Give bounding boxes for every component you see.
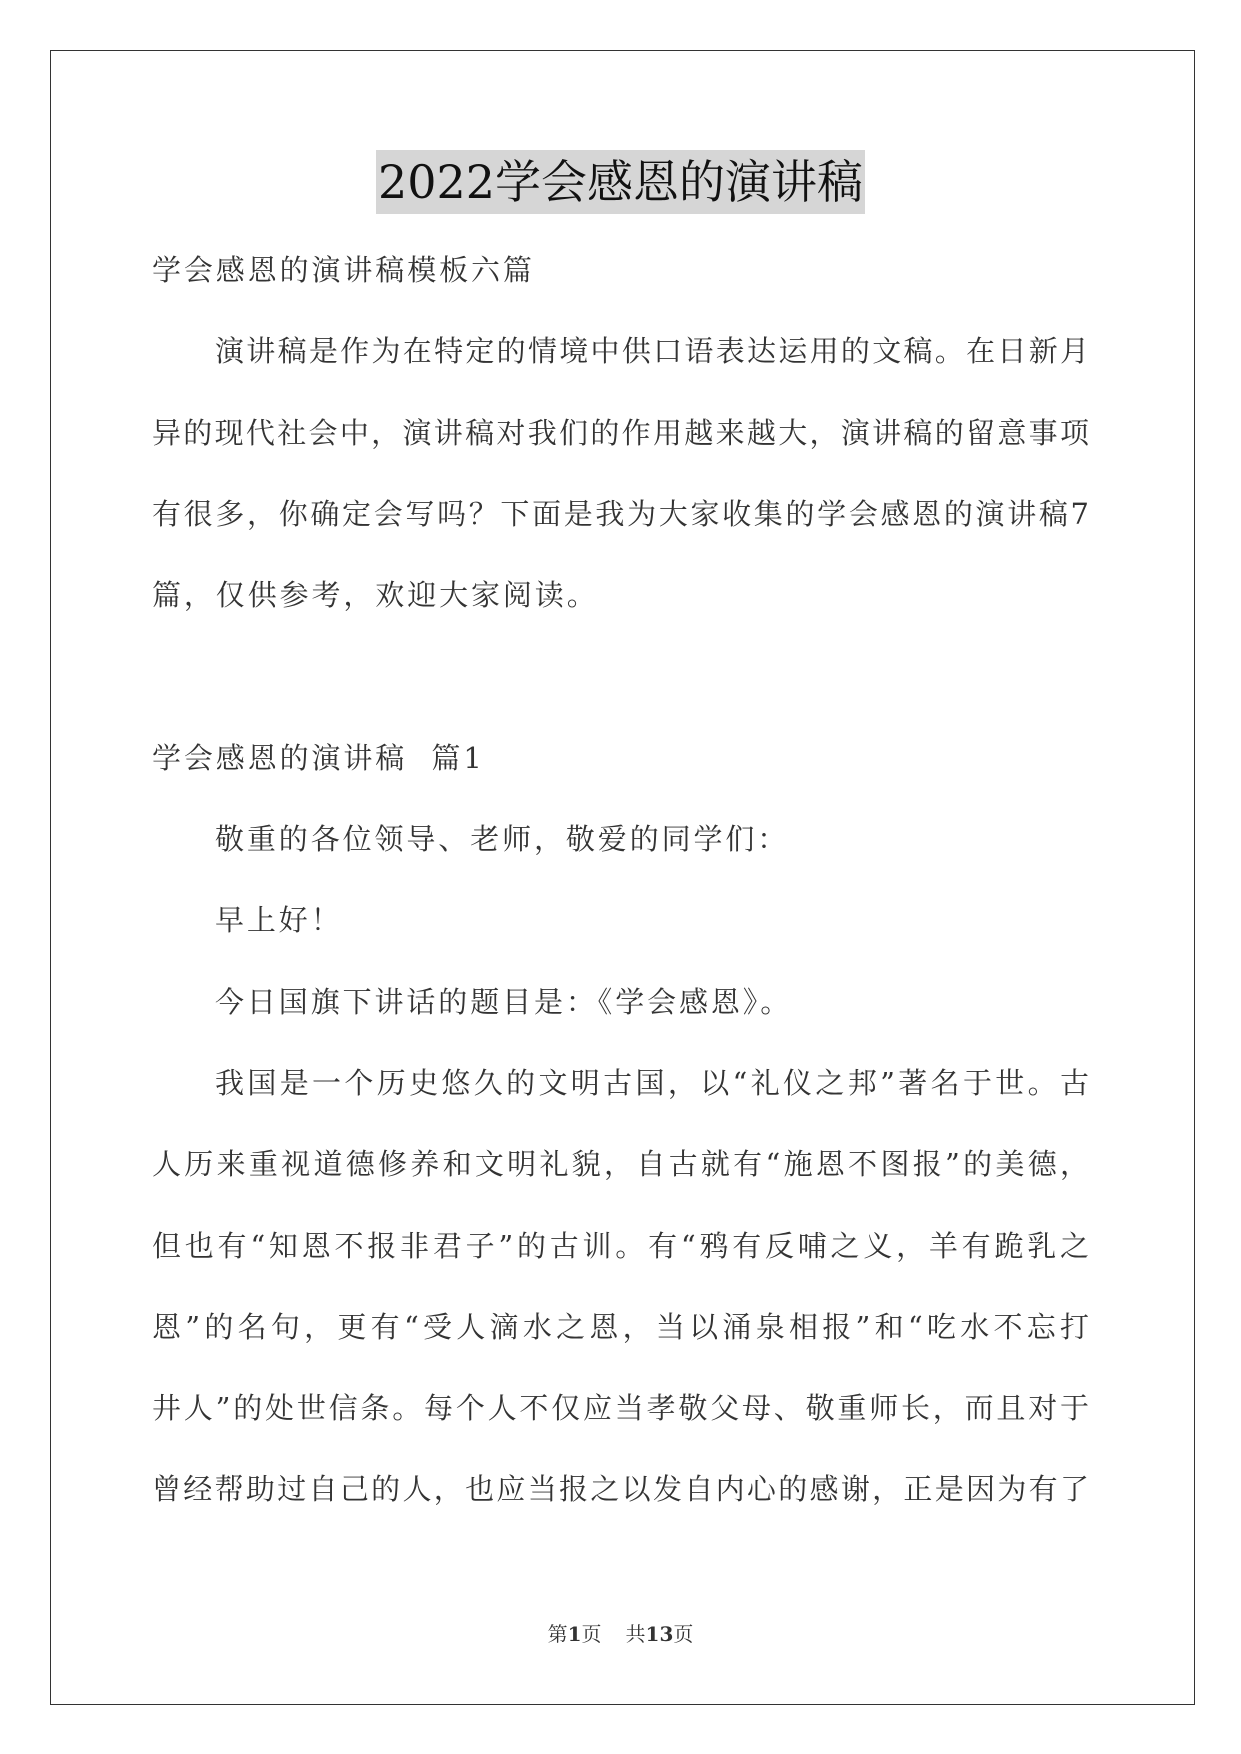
body-line: 但也有“知恩不报非君子”的古训。有“鸦有反哺之义，羊有跪乳之 <box>152 1228 1089 1263</box>
title-container <box>0 150 1241 214</box>
body-line: 恩”的名句，更有“受人滴水之恩，当以涌泉相报”和“吃水不忘打 <box>152 1309 1089 1344</box>
body-line: 我国是一个历史悠久的文明古国，以“礼仪之邦”著名于世。古 <box>215 1065 1089 1100</box>
page-prefix: 第 <box>547 1622 568 1646</box>
body-line: 人历来重视道德修养和文明礼貌，自古就有“施恩不图报”的美德， <box>152 1147 1089 1182</box>
total-prefix: 共 <box>625 1622 646 1646</box>
document-title: 2022学会感恩的演讲稿 <box>376 150 865 214</box>
page-suffix: 页 <box>581 1622 602 1646</box>
intro-line: 篇，仅供参考，欢迎大家阅读。 <box>152 578 599 613</box>
section-heading: 学会感恩的演讲稿 篇1 <box>152 740 485 775</box>
intro-line: 有很多，你确定会写吗？下面是我为大家收集的学会感恩的演讲稿7 <box>152 496 1089 531</box>
total-page-count: 13 <box>645 1622 674 1646</box>
intro-line: 演讲稿是作为在特定的情境中供口语表达运用的文稿。在日新月 <box>215 334 1089 369</box>
body-line: 曾经帮助过自己的人，也应当报之以发自内心的感谢，正是因为有了 <box>152 1472 1089 1507</box>
speech-topic: 今日国旗下讲话的题目是：《学会感恩》。 <box>215 984 793 1019</box>
document-body <box>152 230 1089 1531</box>
document-subtitle: 学会感恩的演讲稿模板六篇 <box>152 253 535 287</box>
current-page-number: 1 <box>567 1622 582 1646</box>
morning-greeting: 早上好！ <box>215 903 343 938</box>
greeting: 敬重的各位领导、老师，敬爱的同学们： <box>215 822 790 857</box>
body-line: 井人”的处世信条。每个人不仅应当孝敬父母、敬重师长，而且对于 <box>152 1391 1089 1426</box>
intro-line: 异的现代社会中，演讲稿对我们的作用越来越大，演讲稿的留意事项 <box>152 415 1089 450</box>
page-footer <box>0 1620 1241 1648</box>
blank-line <box>152 636 1089 717</box>
total-suffix: 页 <box>673 1622 694 1646</box>
